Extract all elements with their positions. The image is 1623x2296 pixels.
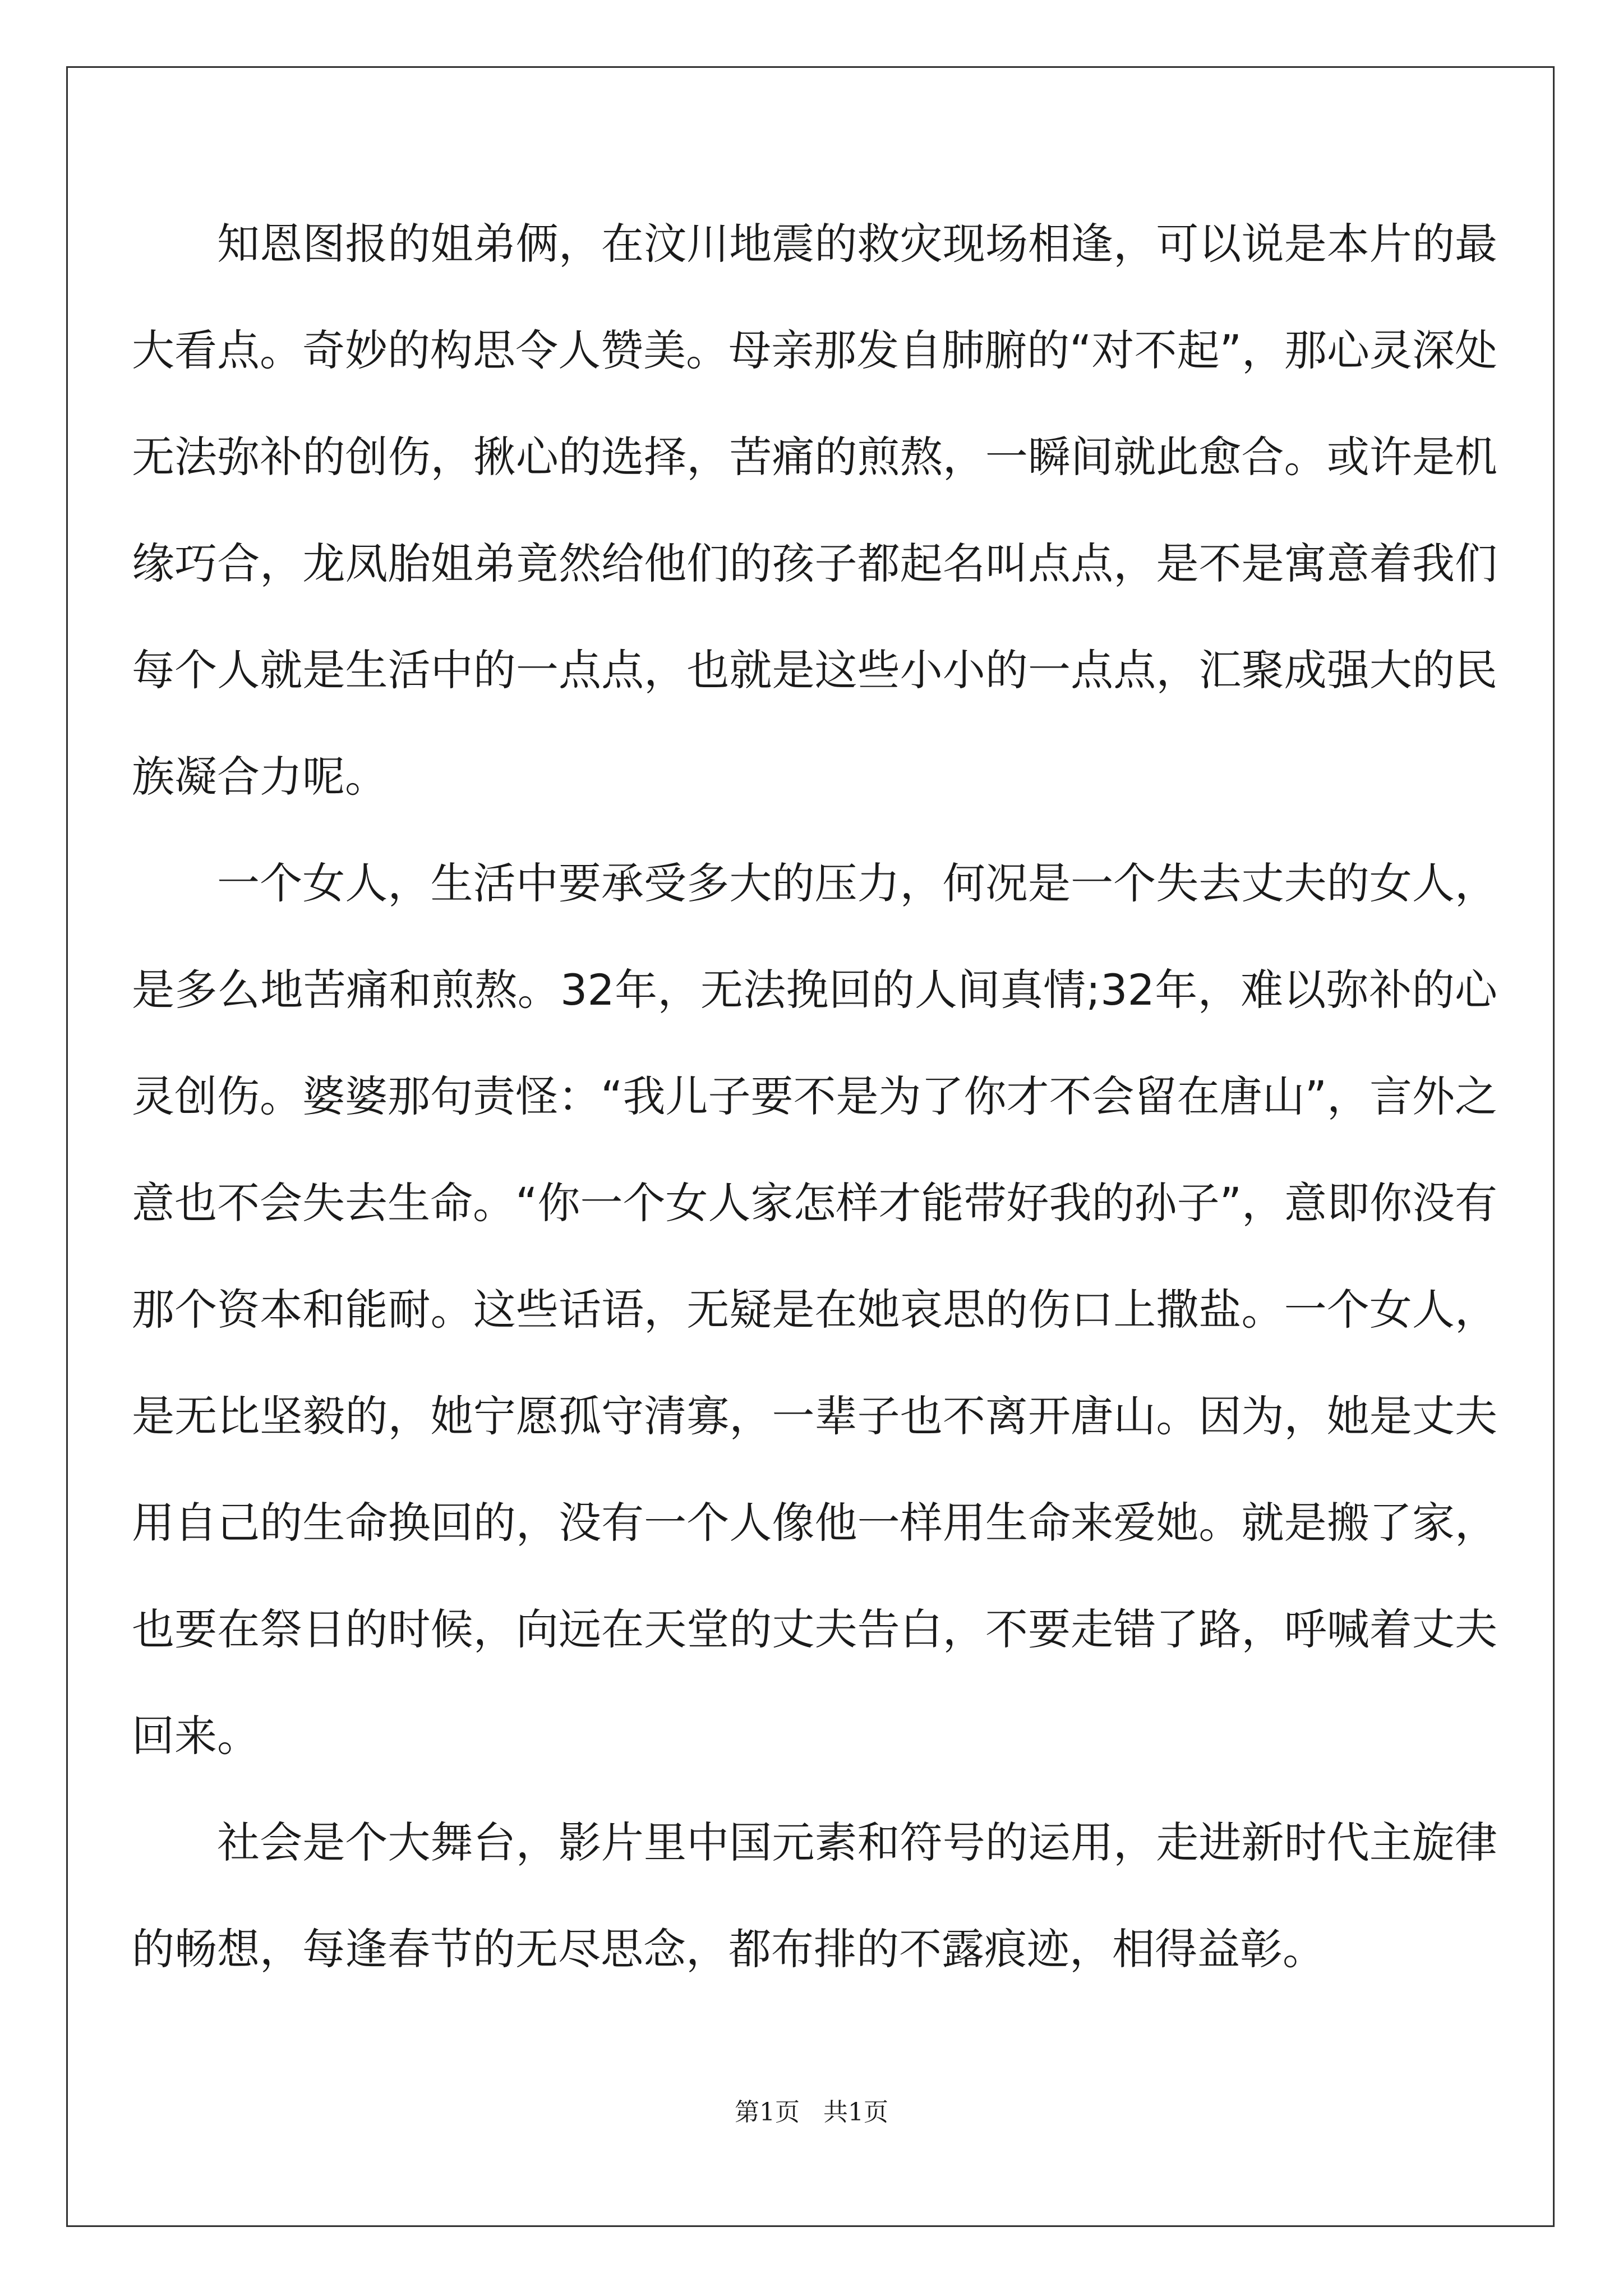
document-body (132, 191, 1497, 2003)
paragraph-1: 知恩图报的姐弟俩，在汶川地震的救灾现场相逢，可以说是本片的最大看点。奇妙的构思令人赞美。母亲那发自肺腑的“对不起”，那心灵深处无法弥补的创伤，揪心的选择，苦痛的煎熬，一瞬间就此愈合。或许是机缘巧合，龙凤胎姐弟竟然给他们的孩子都起名叫点点，是不是寓意着我们每个人就是生活中的一点点，也就是这些小小的一点点，汇聚成强大的民族凝合力呢。 (132, 219, 1497, 802)
paragraph-3: 社会是个大舞台，影片里中国元素和符号的运用，走进新时代主旋律的畅想，每逢春节的无尽思念，都布排的不露痕迹，相得益彰。 (132, 1818, 1497, 1974)
paragraph-2: 一个女人，生活中要承受多大的压力，何况是一个失去丈夫的女人，是多么地苦痛和煎熬。32年，无法挽回的人间真情;32年，难以弥补的心灵创伤。婆婆那句责怪：“我儿子要不是为了你才不会留在唐山”，言外之意也不会失去生命。“你一个女人家怎样才能带好我的孙子”，意即你没有那个资本和能耐。这些话语，无疑是在她哀思的伤口上撒盐。一个女人，是无比坚毅的，她宁愿孤守清寡，一辈子也不离开唐山。因为，她是丈夫用自己的生命换回的，没有一个人像他一样用生命来爱她。就是搬了家，也要在祭日的时候，向远在天堂的丈夫告白，不要走错了路，呼喊着丈夫回来。 (132, 858, 1497, 1761)
page-number-footer: 第1页 共1页 (735, 2098, 888, 2127)
